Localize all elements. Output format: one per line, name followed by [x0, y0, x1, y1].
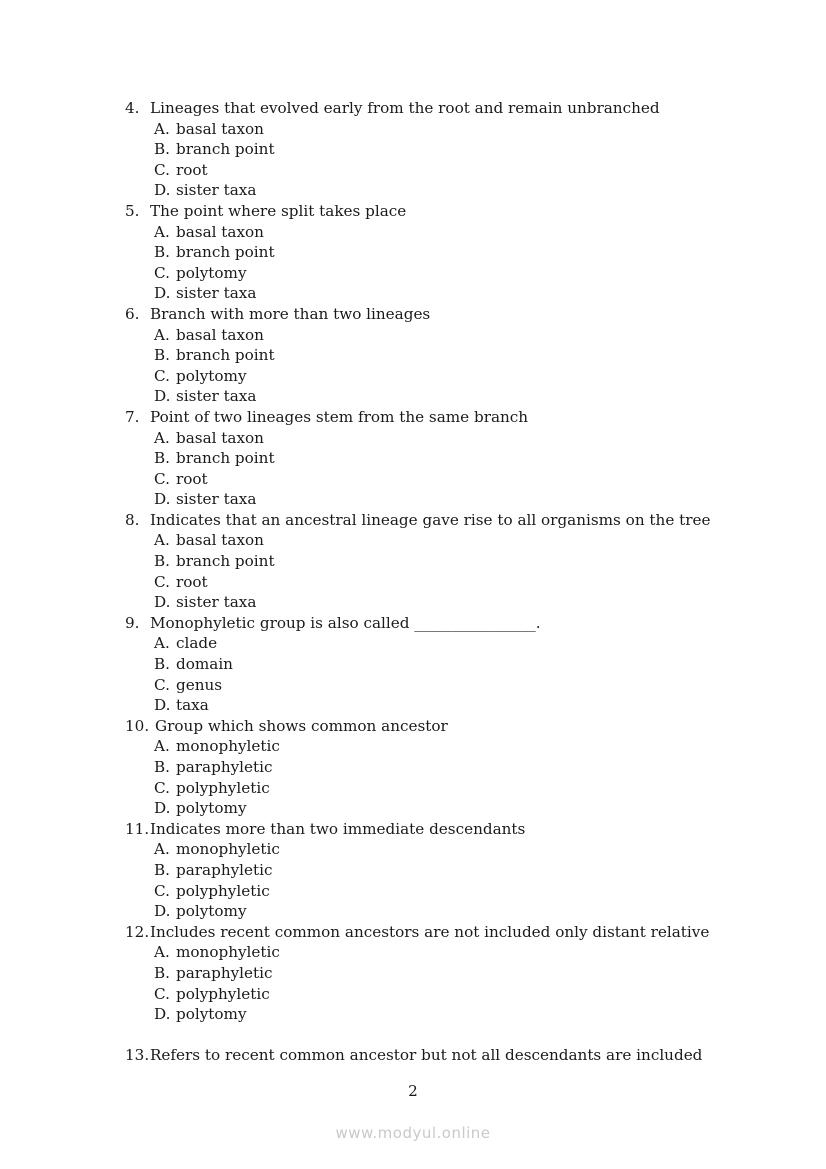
- question-number: 13.: [125, 1046, 150, 1065]
- option-item: [125, 633, 765, 654]
- question-list: [125, 98, 765, 1066]
- question-stem: [125, 304, 765, 325]
- question-number: 9.: [125, 613, 140, 632]
- option-text: basal taxon: [176, 222, 264, 241]
- option-item: [125, 572, 765, 593]
- option-item: [125, 325, 765, 346]
- question-number: 10.: [125, 716, 150, 735]
- question-stem: [125, 1045, 765, 1066]
- option-item: [125, 736, 765, 757]
- option-text: paraphyletic: [176, 860, 273, 879]
- option-item: [125, 984, 765, 1005]
- option-item: [125, 489, 765, 510]
- option-item: [125, 592, 765, 613]
- option-letter: D.: [154, 490, 171, 509]
- option-letter: A.: [154, 634, 170, 653]
- option-list: [125, 325, 765, 407]
- question-stem: [125, 201, 765, 222]
- option-item: [125, 119, 765, 140]
- question-stem: [125, 98, 765, 119]
- question-text: Branch with more than two lineages: [150, 304, 431, 323]
- option-text: monophyletic: [176, 737, 280, 756]
- question-text: Includes recent common ancestors are not included only distant relative: [150, 922, 710, 941]
- option-text: polytomy: [176, 366, 247, 385]
- option-item: [125, 839, 765, 860]
- question: [125, 304, 765, 407]
- option-letter: C.: [154, 881, 170, 900]
- option-text: polyphyletic: [176, 881, 270, 900]
- option-item: [125, 366, 765, 387]
- question-number: 12.: [125, 922, 150, 941]
- question-text: Refers to recent common ancestor but not all descendants are included: [150, 1046, 703, 1065]
- option-text: basal taxon: [176, 119, 264, 138]
- option-item: [125, 448, 765, 469]
- question-text: Indicates more than two immediate descendants: [150, 819, 526, 838]
- option-letter: B.: [154, 346, 170, 365]
- question: [125, 201, 765, 304]
- option-item: [125, 654, 765, 675]
- question-number: 11.: [125, 819, 150, 838]
- option-text: polytomy: [176, 799, 247, 818]
- option-item: [125, 242, 765, 263]
- option-text: branch point: [176, 449, 275, 468]
- option-letter: A.: [154, 325, 170, 344]
- option-text: basal taxon: [176, 428, 264, 447]
- option-text: branch point: [176, 243, 275, 262]
- option-text: taxa: [176, 696, 209, 715]
- option-text: polyphyletic: [176, 984, 270, 1003]
- option-letter: C.: [154, 469, 170, 488]
- option-text: root: [176, 469, 208, 488]
- option-text: root: [176, 572, 208, 591]
- option-letter: D.: [154, 593, 171, 612]
- question-text: Monophyletic group is also called ________________.: [150, 613, 541, 632]
- option-text: basal taxon: [176, 325, 264, 344]
- question-stem: [125, 510, 765, 531]
- option-letter: C.: [154, 984, 170, 1003]
- option-letter: B.: [154, 243, 170, 262]
- option-letter: A.: [154, 531, 170, 550]
- option-list: [125, 119, 765, 201]
- option-text: sister taxa: [176, 387, 257, 406]
- option-letter: C.: [154, 572, 170, 591]
- option-item: [125, 778, 765, 799]
- option-letter: B.: [154, 860, 170, 879]
- question: [125, 716, 765, 819]
- option-text: clade: [176, 634, 218, 653]
- option-item: [125, 428, 765, 449]
- option-item: [125, 222, 765, 243]
- option-item: [125, 757, 765, 778]
- option-item: [125, 551, 765, 572]
- option-letter: B.: [154, 140, 170, 159]
- option-text: sister taxa: [176, 181, 257, 200]
- option-letter: C.: [154, 160, 170, 179]
- option-text: sister taxa: [176, 593, 257, 612]
- option-list: [125, 222, 765, 304]
- option-item: [125, 695, 765, 716]
- option-item: [125, 283, 765, 304]
- option-text: branch point: [176, 552, 275, 571]
- option-list: [125, 942, 765, 1024]
- option-text: paraphyletic: [176, 963, 273, 982]
- option-letter: C.: [154, 778, 170, 797]
- option-item: [125, 942, 765, 963]
- question-number: 8.: [125, 510, 140, 529]
- watermark: www.modyul.online: [335, 1124, 491, 1142]
- question-number: 5.: [125, 201, 140, 220]
- question-text: Point of two lineages stem from the same branch: [150, 407, 529, 426]
- question: [125, 819, 765, 922]
- option-letter: D.: [154, 1005, 171, 1024]
- question: [125, 1045, 765, 1066]
- question-stem: [125, 613, 765, 634]
- option-text: monophyletic: [176, 943, 280, 962]
- option-letter: D.: [154, 902, 171, 921]
- option-letter: A.: [154, 737, 170, 756]
- option-item: [125, 530, 765, 551]
- option-text: paraphyletic: [176, 758, 273, 776]
- option-text: polytomy: [176, 1005, 247, 1024]
- option-item: [125, 263, 765, 284]
- option-text: sister taxa: [176, 490, 257, 509]
- option-letter: B.: [154, 449, 170, 468]
- option-letter: D.: [154, 181, 171, 200]
- option-letter: B.: [154, 963, 170, 982]
- option-text: monophyletic: [176, 840, 280, 859]
- option-letter: C.: [154, 263, 170, 282]
- question: [125, 922, 765, 1025]
- option-letter: B.: [154, 552, 170, 571]
- question-number: 7.: [125, 407, 140, 426]
- option-list: [125, 839, 765, 921]
- option-item: [125, 860, 765, 881]
- option-text: basal taxon: [176, 531, 264, 550]
- option-item: [125, 675, 765, 696]
- option-letter: A.: [154, 428, 170, 447]
- option-text: root: [176, 160, 208, 179]
- option-letter: B.: [154, 655, 170, 674]
- option-letter: D.: [154, 387, 171, 406]
- spacer: [125, 1025, 765, 1046]
- question-stem: [125, 922, 765, 943]
- option-item: [125, 881, 765, 902]
- question-text: Indicates that an ancestral lineage gave rise to all organisms on the tree: [150, 510, 711, 529]
- option-letter: C.: [154, 675, 170, 694]
- option-text: polytomy: [176, 902, 247, 921]
- option-text: branch point: [176, 140, 275, 159]
- question-stem: [125, 407, 765, 428]
- option-letter: A.: [154, 119, 170, 138]
- question-stem: [125, 819, 765, 840]
- option-letter: A.: [154, 222, 170, 241]
- option-text: polyphyletic: [176, 778, 270, 797]
- option-letter: D.: [154, 284, 171, 303]
- question-number: 4.: [125, 99, 140, 117]
- option-letter: A.: [154, 840, 170, 859]
- page-number: 2: [408, 1082, 418, 1100]
- option-letter: B.: [154, 758, 170, 776]
- question: [125, 510, 765, 613]
- option-text: domain: [176, 655, 233, 674]
- option-list: [125, 530, 765, 612]
- option-text: branch point: [176, 346, 275, 365]
- option-item: [125, 798, 765, 819]
- option-letter: D.: [154, 696, 171, 715]
- question: [125, 613, 765, 716]
- option-item: [125, 160, 765, 181]
- option-list: [125, 633, 765, 715]
- question-stem: [125, 716, 765, 737]
- option-item: [125, 180, 765, 201]
- option-text: polytomy: [176, 263, 247, 282]
- option-letter: A.: [154, 943, 170, 962]
- option-text: genus: [176, 675, 223, 694]
- question-number: 6.: [125, 304, 140, 323]
- question-text: The point where split takes place: [150, 201, 407, 220]
- option-item: [125, 469, 765, 490]
- option-letter: C.: [154, 366, 170, 385]
- option-list: [125, 736, 765, 818]
- question-text: Group which shows common ancestor: [155, 716, 448, 735]
- option-item: [125, 345, 765, 366]
- option-item: [125, 1004, 765, 1025]
- option-text: sister taxa: [176, 284, 257, 303]
- question: [125, 407, 765, 510]
- option-item: [125, 139, 765, 160]
- option-letter: D.: [154, 799, 171, 818]
- option-item: [125, 386, 765, 407]
- option-list: [125, 428, 765, 510]
- question: [125, 98, 765, 201]
- option-item: [125, 901, 765, 922]
- option-item: [125, 963, 765, 984]
- question-text: Lineages that evolved early from the root and remain unbranched: [150, 99, 660, 117]
